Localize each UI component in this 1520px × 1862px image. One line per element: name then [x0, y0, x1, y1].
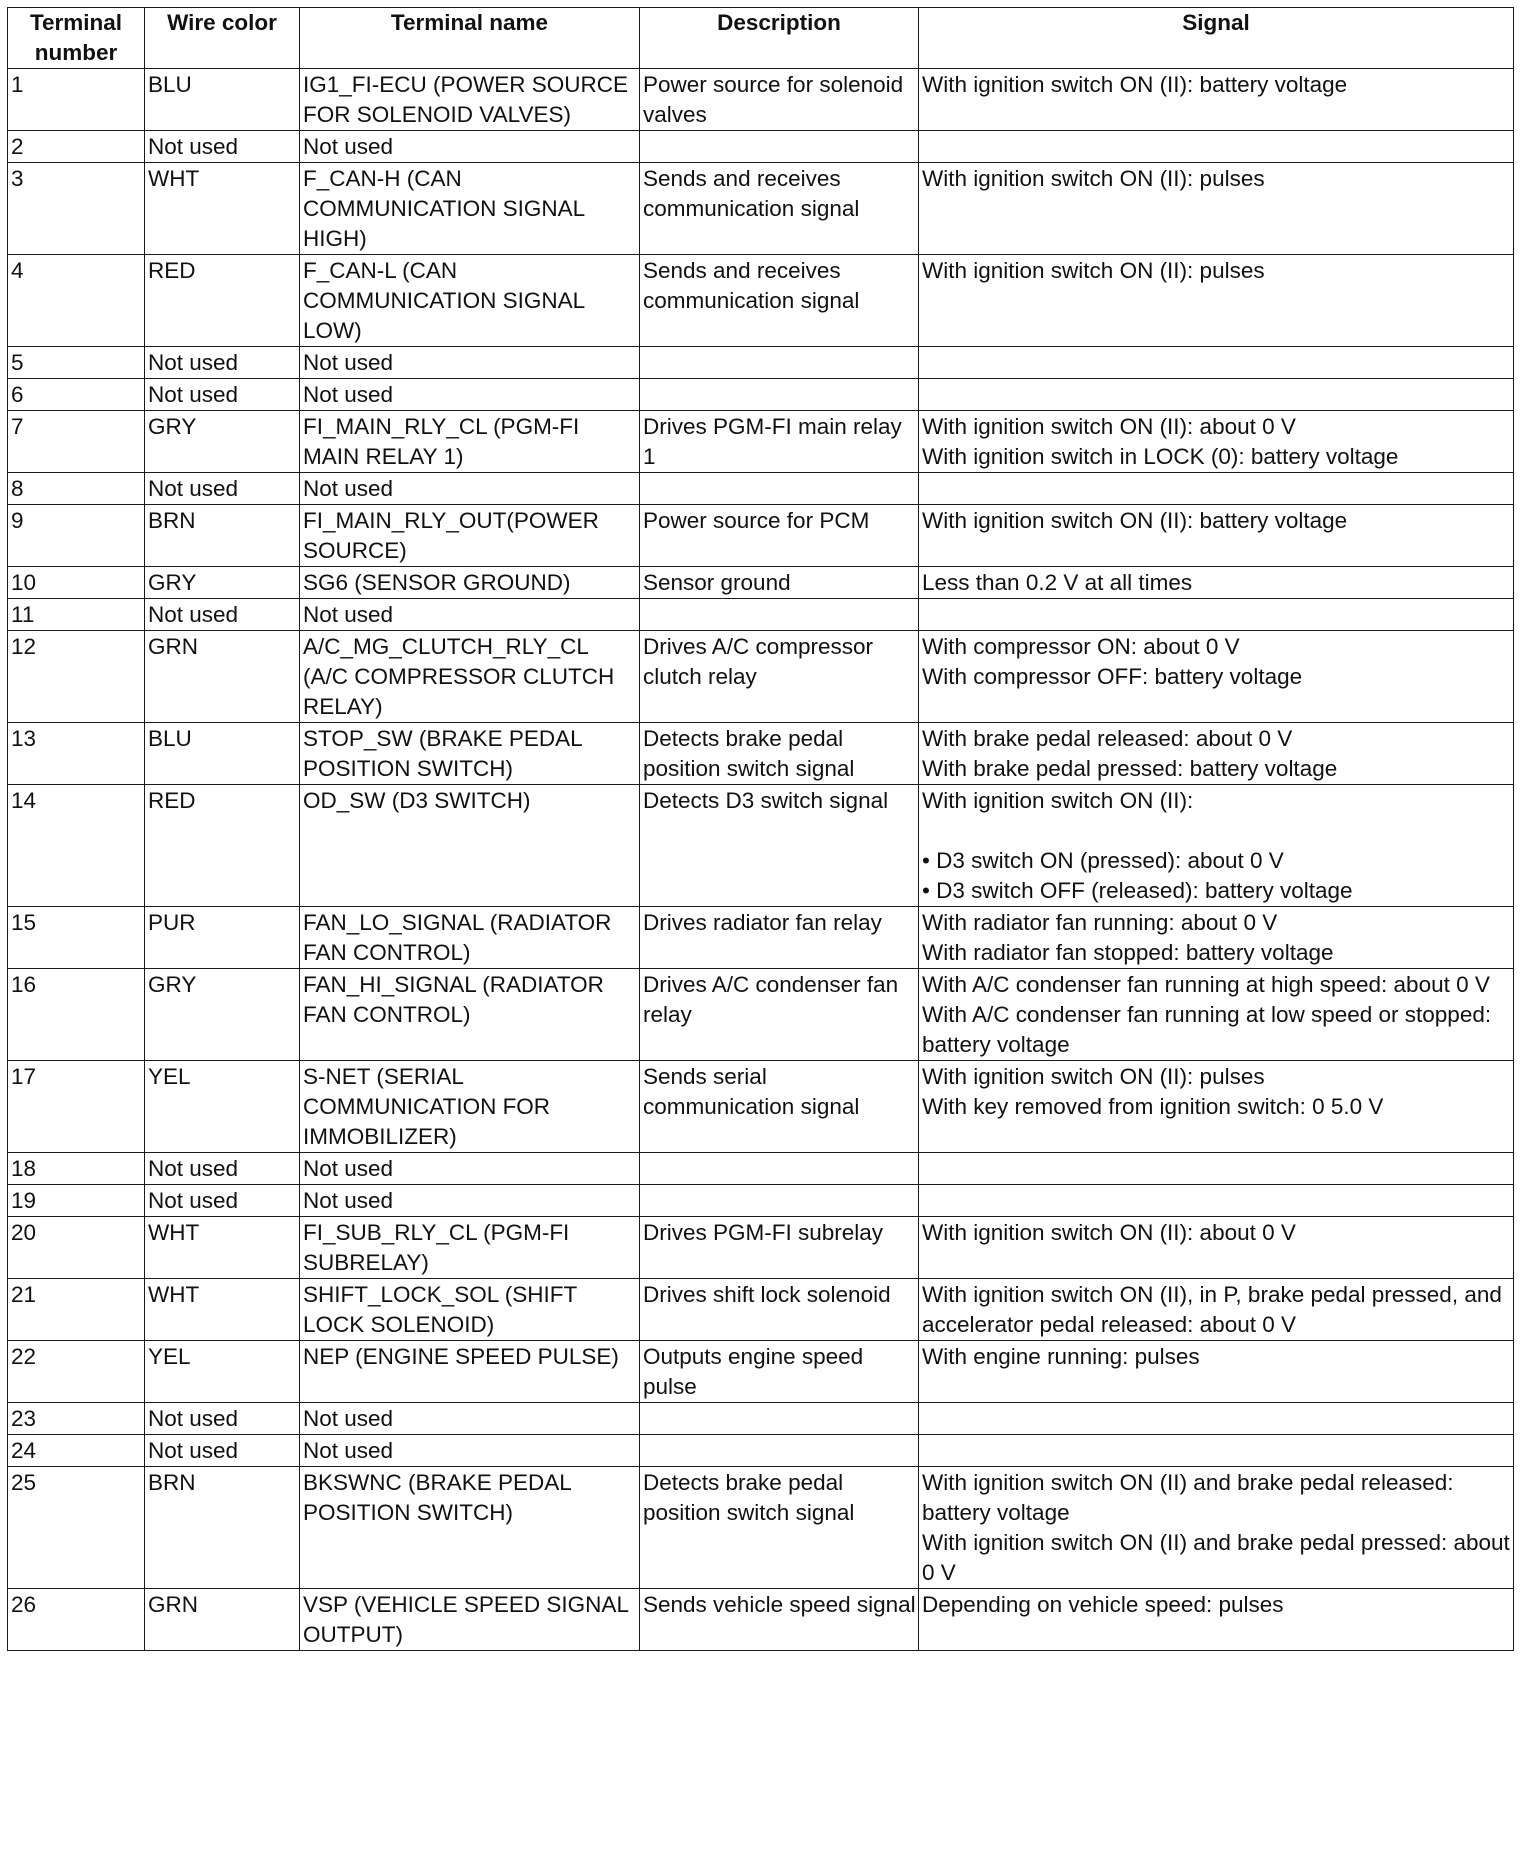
terminal-number-cell: 20 [8, 1217, 145, 1279]
signal-cell [919, 131, 1514, 163]
description-cell: Sends and receives communication signal [640, 255, 919, 347]
signal-line: With ignition switch ON (II) and brake pedal pressed: about 0 V [922, 1530, 1510, 1585]
terminal-name-cell: Not used [300, 1403, 640, 1435]
terminal-number-cell: 13 [8, 723, 145, 785]
signal-cell [919, 1589, 1514, 1651]
terminal-name-cell: FI_SUB_RLY_CL (PGM-FI SUBRELAY) [300, 1217, 640, 1279]
signal-bullet-item: • D3 switch OFF (released): battery voltage [922, 876, 1513, 906]
signal-cell [919, 163, 1514, 255]
description-cell [640, 473, 919, 505]
signal-line: With ignition switch ON (II): about 0 V [922, 414, 1296, 439]
signal-cell [919, 969, 1514, 1061]
wire-color-cell: WHT [145, 1217, 300, 1279]
signal-cell [919, 1153, 1514, 1185]
table-row [8, 255, 1514, 347]
description-cell: Sensor ground [640, 567, 919, 599]
signal-cell [919, 907, 1514, 969]
signal-cell [919, 379, 1514, 411]
table-row [8, 1403, 1514, 1435]
signal-line: With brake pedal released: about 0 V [922, 726, 1293, 751]
table-row [8, 69, 1514, 131]
signal-cell [919, 1341, 1514, 1403]
terminal-name-cell: FI_MAIN_RLY_OUT(POWER SOURCE) [300, 505, 640, 567]
description-cell: Detects brake pedal position switch signal [640, 1467, 919, 1589]
wire-color-cell: BRN [145, 1467, 300, 1589]
header-description: Description [640, 8, 919, 69]
description-cell: Outputs engine speed pulse [640, 1341, 919, 1403]
terminal-name-cell: FAN_HI_SIGNAL (RADIATOR FAN CONTROL) [300, 969, 640, 1061]
signal-cell [919, 505, 1514, 567]
wire-color-cell: Not used [145, 599, 300, 631]
signal-line: With ignition switch ON (II): about 0 V [922, 1220, 1296, 1245]
signal-cell [919, 785, 1514, 907]
signal-cell [919, 411, 1514, 473]
signal-cell [919, 69, 1514, 131]
signal-line: With A/C condenser fan running at high speed: about 0 V [922, 972, 1490, 997]
terminal-number-cell: 4 [8, 255, 145, 347]
description-cell [640, 1403, 919, 1435]
wire-color-cell: RED [145, 785, 300, 907]
wire-color-cell: YEL [145, 1341, 300, 1403]
header-wire-color: Wire color [145, 8, 300, 69]
wire-color-cell: WHT [145, 163, 300, 255]
description-cell [640, 1153, 919, 1185]
signal-cell [919, 255, 1514, 347]
description-cell [640, 347, 919, 379]
description-cell: Drives PGM-FI subrelay [640, 1217, 919, 1279]
table-row [8, 1153, 1514, 1185]
terminal-number-cell: 19 [8, 1185, 145, 1217]
wire-color-cell: BLU [145, 723, 300, 785]
signal-cell [919, 1217, 1514, 1279]
signal-cell [919, 599, 1514, 631]
terminal-number-cell: 7 [8, 411, 145, 473]
terminal-number-cell: 3 [8, 163, 145, 255]
signal-line: With engine running: pulses [922, 1344, 1200, 1369]
signal-cell [919, 723, 1514, 785]
table-row [8, 1061, 1514, 1153]
table-row [8, 631, 1514, 723]
signal-line: With radiator fan stopped: battery voltage [922, 940, 1334, 965]
description-cell: Detects brake pedal position switch signal [640, 723, 919, 785]
terminal-number-cell: 16 [8, 969, 145, 1061]
description-cell [640, 1185, 919, 1217]
wire-color-cell: Not used [145, 1435, 300, 1467]
header-row [8, 8, 1514, 69]
signal-cell [919, 1185, 1514, 1217]
terminal-name-cell: BKSWNC (BRAKE PEDAL POSITION SWITCH) [300, 1467, 640, 1589]
terminal-number-cell: 18 [8, 1153, 145, 1185]
signal-bullet-item: • D3 switch ON (pressed): about 0 V [922, 846, 1513, 876]
terminal-name-cell: F_CAN-L (CAN COMMUNICATION SIGNAL LOW) [300, 255, 640, 347]
terminal-number-cell: 5 [8, 347, 145, 379]
table-row [8, 1341, 1514, 1403]
wire-color-cell: Not used [145, 131, 300, 163]
description-cell: Sends vehicle speed signal [640, 1589, 919, 1651]
table-row [8, 1435, 1514, 1467]
terminal-name-cell: Not used [300, 599, 640, 631]
signal-line: With ignition switch ON (II): battery voltage [922, 508, 1348, 533]
table-body [8, 69, 1514, 1651]
terminal-name-cell: IG1_FI-ECU (POWER SOURCE FOR SOLENOID VALVES) [300, 69, 640, 131]
table-row [8, 723, 1514, 785]
bullet-spacer [922, 816, 1513, 846]
table-row [8, 599, 1514, 631]
table-row [8, 907, 1514, 969]
signal-cell [919, 567, 1514, 599]
signal-line: With ignition switch ON (II) and brake pedal released: battery voltage [922, 1470, 1454, 1525]
wire-color-cell: GRY [145, 969, 300, 1061]
signal-line: With compressor OFF: battery voltage [922, 664, 1303, 689]
terminal-name-cell: SHIFT_LOCK_SOL (SHIFT LOCK SOLENOID) [300, 1279, 640, 1341]
terminal-name-cell: Not used [300, 347, 640, 379]
wire-color-cell: Not used [145, 1185, 300, 1217]
terminal-number-cell: 2 [8, 131, 145, 163]
terminal-number-cell: 6 [8, 379, 145, 411]
wire-color-cell: GRY [145, 411, 300, 473]
description-cell: Power source for PCM [640, 505, 919, 567]
signal-cell [919, 473, 1514, 505]
terminal-name-cell: Not used [300, 131, 640, 163]
table-row [8, 567, 1514, 599]
terminal-name-cell: A/C_MG_CLUTCH_RLY_CL (A/C COMPRESSOR CLUTCH RELAY) [300, 631, 640, 723]
wire-color-cell: YEL [145, 1061, 300, 1153]
wire-color-cell: RED [145, 255, 300, 347]
terminal-number-cell: 22 [8, 1341, 145, 1403]
terminal-number-cell: 10 [8, 567, 145, 599]
description-cell: Drives shift lock solenoid [640, 1279, 919, 1341]
wire-color-cell: Not used [145, 1403, 300, 1435]
signal-cell [919, 1467, 1514, 1589]
signal-line: With A/C condenser fan running at low speed or stopped: battery voltage [922, 1002, 1492, 1057]
table-row [8, 1217, 1514, 1279]
description-cell: Sends serial communication signal [640, 1061, 919, 1153]
terminal-name-cell: FI_MAIN_RLY_CL (PGM-FI MAIN RELAY 1) [300, 411, 640, 473]
terminal-name-cell: STOP_SW (BRAKE PEDAL POSITION SWITCH) [300, 723, 640, 785]
table-row [8, 1279, 1514, 1341]
terminal-name-cell: Not used [300, 379, 640, 411]
terminal-table [7, 7, 1514, 1651]
description-cell [640, 379, 919, 411]
terminal-name-cell: Not used [300, 473, 640, 505]
terminal-number-cell: 24 [8, 1435, 145, 1467]
signal-line: With brake pedal pressed: battery voltage [922, 756, 1338, 781]
signal-cell [919, 1061, 1514, 1153]
table-row [8, 1467, 1514, 1589]
signal-line: With ignition switch ON (II): pulses [922, 258, 1265, 283]
terminal-number-cell: 9 [8, 505, 145, 567]
terminal-name-cell: S-NET (SERIAL COMMUNICATION FOR IMMOBILIZER) [300, 1061, 640, 1153]
description-cell: Drives A/C compressor clutch relay [640, 631, 919, 723]
wire-color-cell: PUR [145, 907, 300, 969]
terminal-name-cell: Not used [300, 1153, 640, 1185]
signal-line: With key removed from ignition switch: 0 5.0 V [922, 1094, 1384, 1119]
terminal-name-cell: Not used [300, 1435, 640, 1467]
table-row [8, 969, 1514, 1061]
terminal-number-cell: 8 [8, 473, 145, 505]
signal-cell [919, 1435, 1514, 1467]
signal-line: With ignition switch ON (II): [922, 788, 1194, 813]
table-row [8, 163, 1514, 255]
wire-color-cell: BLU [145, 69, 300, 131]
description-cell: Power source for solenoid valves [640, 69, 919, 131]
terminal-number-cell: 25 [8, 1467, 145, 1589]
terminal-name-cell: NEP (ENGINE SPEED PULSE) [300, 1341, 640, 1403]
wire-color-cell: Not used [145, 1153, 300, 1185]
description-cell [640, 599, 919, 631]
description-cell [640, 1435, 919, 1467]
description-cell: Detects D3 switch signal [640, 785, 919, 907]
header-terminal-name: Terminal name [300, 8, 640, 69]
terminal-name-cell: VSP (VEHICLE SPEED SIGNAL OUTPUT) [300, 1589, 640, 1651]
table-row [8, 473, 1514, 505]
terminal-number-cell: 1 [8, 69, 145, 131]
signal-line: With ignition switch ON (II): pulses [922, 1064, 1265, 1089]
description-cell: Drives radiator fan relay [640, 907, 919, 969]
description-cell [640, 131, 919, 163]
terminal-name-cell: FAN_LO_SIGNAL (RADIATOR FAN CONTROL) [300, 907, 640, 969]
terminal-number-cell: 11 [8, 599, 145, 631]
terminal-name-cell: SG6 (SENSOR GROUND) [300, 567, 640, 599]
header-signal: Signal [919, 8, 1514, 69]
signal-line: With ignition switch in LOCK (0): battery voltage [922, 444, 1399, 469]
table-row [8, 505, 1514, 567]
terminal-number-cell: 23 [8, 1403, 145, 1435]
wire-color-cell: GRN [145, 1589, 300, 1651]
table-row [8, 131, 1514, 163]
signal-cell [919, 631, 1514, 723]
table-row [8, 1589, 1514, 1651]
terminal-name-cell: OD_SW (D3 SWITCH) [300, 785, 640, 907]
signal-line: With radiator fan running: about 0 V [922, 910, 1278, 935]
signal-line: With ignition switch ON (II): pulses [922, 166, 1265, 191]
signal-line: With ignition switch ON (II), in P, brake pedal pressed, and accelerator pedal released: about 0 V [922, 1282, 1502, 1337]
terminal-number-cell: 21 [8, 1279, 145, 1341]
wire-color-cell: BRN [145, 505, 300, 567]
wire-color-cell: Not used [145, 347, 300, 379]
terminal-name-cell: Not used [300, 1185, 640, 1217]
table-row [8, 1185, 1514, 1217]
wire-color-cell: Not used [145, 473, 300, 505]
description-cell: Sends and receives communication signal [640, 163, 919, 255]
wire-color-cell: GRN [145, 631, 300, 723]
description-cell: Drives PGM-FI main relay 1 [640, 411, 919, 473]
signal-line: With ignition switch ON (II): battery voltage [922, 72, 1348, 97]
table-row [8, 411, 1514, 473]
wire-color-cell: GRY [145, 567, 300, 599]
signal-line: With compressor ON: about 0 V [922, 634, 1240, 659]
signal-cell [919, 1279, 1514, 1341]
signal-cell [919, 1403, 1514, 1435]
table-row [8, 379, 1514, 411]
terminal-number-cell: 15 [8, 907, 145, 969]
table-header [8, 8, 1514, 69]
wire-color-cell: WHT [145, 1279, 300, 1341]
description-cell: Drives A/C condenser fan relay [640, 969, 919, 1061]
terminal-number-cell: 12 [8, 631, 145, 723]
terminal-number-cell: 14 [8, 785, 145, 907]
signal-line: Depending on vehicle speed: pulses [922, 1592, 1284, 1617]
signal-cell [919, 347, 1514, 379]
table-row [8, 347, 1514, 379]
wire-color-cell: Not used [145, 379, 300, 411]
header-terminal-number: Terminal number [8, 8, 145, 69]
terminal-number-cell: 26 [8, 1589, 145, 1651]
signal-line: Less than 0.2 V at all times [922, 570, 1193, 595]
table-row [8, 785, 1514, 907]
terminal-number-cell: 17 [8, 1061, 145, 1153]
terminal-name-cell: F_CAN-H (CAN COMMUNICATION SIGNAL HIGH) [300, 163, 640, 255]
